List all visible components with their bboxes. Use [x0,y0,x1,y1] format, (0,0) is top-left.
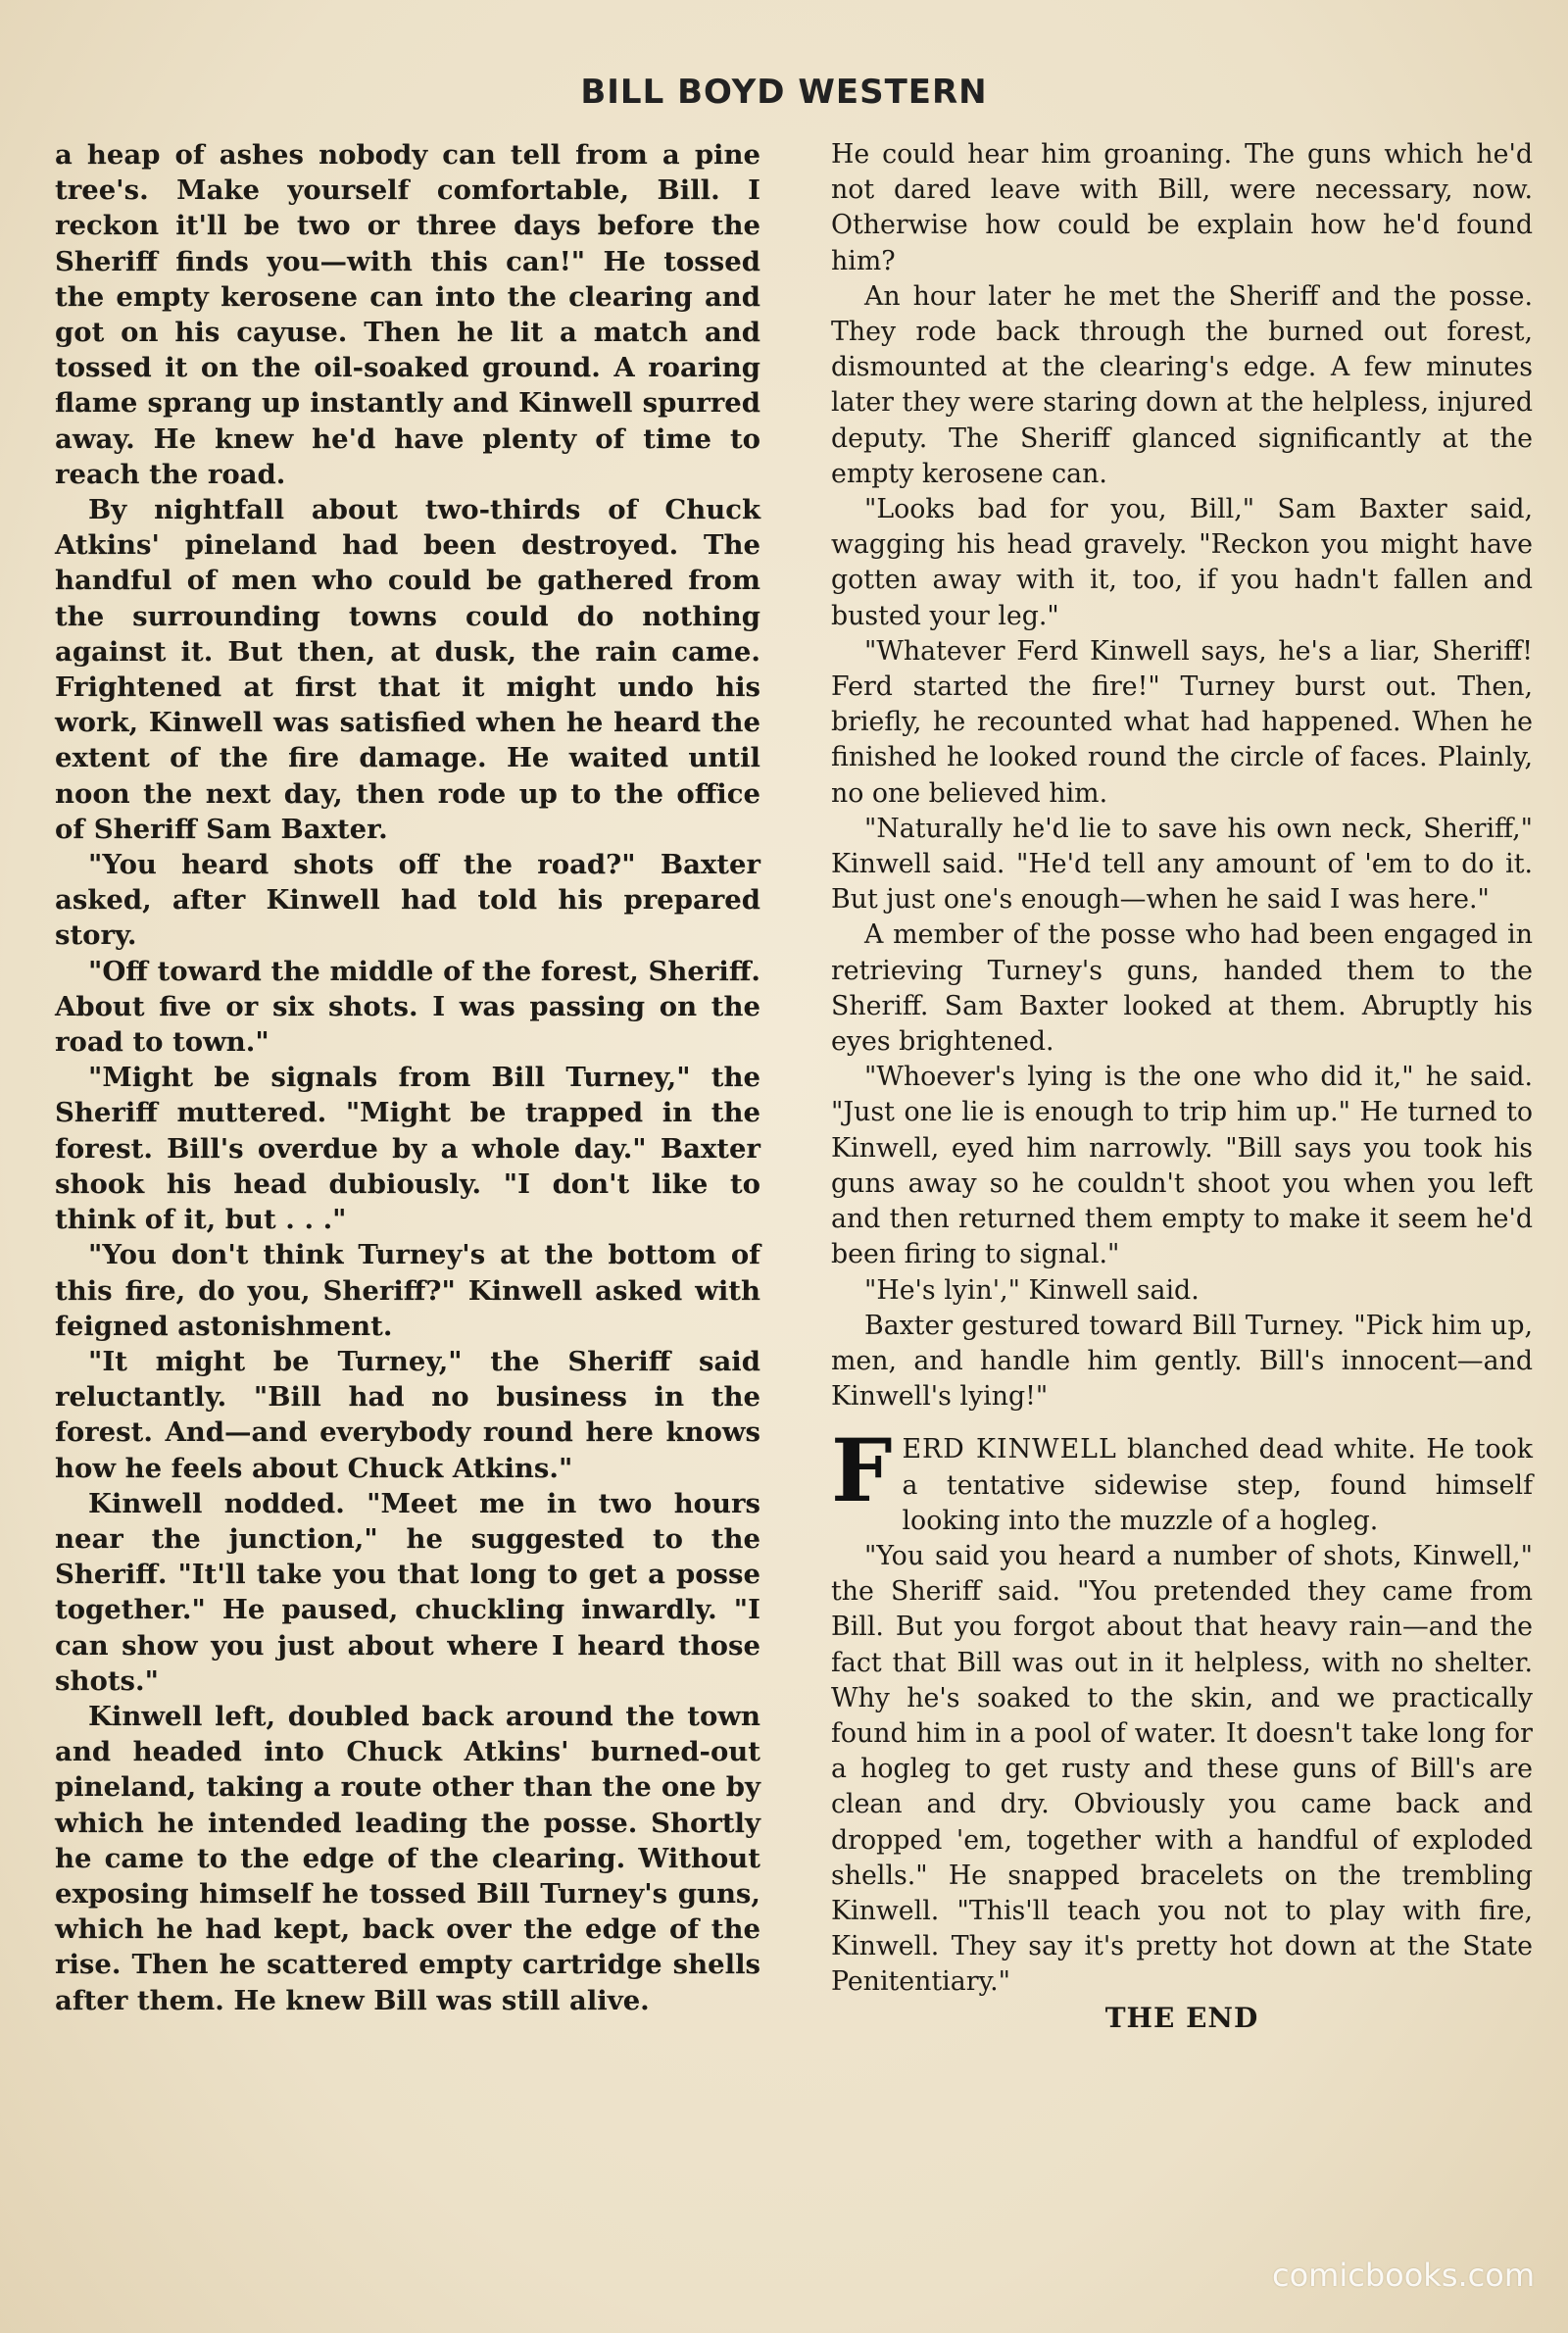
story-paragraph: "Might be signals from Bill Turney," the Sheriff muttered. "Might be trapped in the forest. Bill's overdue by a whole day." Baxter shook his head dubiously. "I don't like to think of it, but . . ." [55,1062,760,1236]
story-paragraph: "You heard shots off the road?" Baxter asked, after Kinwell had told his prepared story. [55,849,760,952]
right-column [831,137,1533,2036]
story-paragraph: A member of the posse who had been engaged in retrieving Turney's guns, handed them to the Sheriff. Sam Baxter looked at them. Abruptly his eyes brightened. [831,919,1533,1058]
the-end-label: THE END [1104,2001,1259,2034]
story-paragraph: "Off toward the middle of the forest, Sheriff. About five or six shots. I was passing on the road to town." [55,955,760,1059]
story-paragraph: "You said you heard a number of shots, Kinwell," the Sheriff said. "You pretended they came from Bill. But you forgot about that heavy rain—and the fact that Bill was out in it helpless, with no shelter. Why he's soaked to the skin, and we practically found him in a pool of water. It doesn't take long for a hogleg to get rusty and these guns of Bill's are clean and dry. Obviously you came back and dropped 'em, together with a handful of exploded shells." He snapped bracelets on the trembling Kinwell. "This'll teach you not to play with fire, Kinwell. They say it's pretty hot down at the State Penitentiary." [831,1540,1533,1998]
story-paragraph: a heap of ashes nobody can tell from a pine tree's. Make yourself comfortable, Bill. I reckon it'll be two or three days before the Sheriff finds you—with this can!" He tossed the empty kerosene can into the clearing and got on his cayuse. Then he lit a match and tossed it on the oil-soaked ground. A roaring flame sprang up instantly and Kinwell spurred away. He knew he'd have plenty of time to reach the road. [55,139,760,490]
story-paragraph: "He's lyin'," Kinwell said. [864,1274,1200,1306]
story-paragraph: An hour later he met the Sheriff and the posse. They rode back through the burned out forest, dismounted at the clearing's edge. A few minutes later they were staring down at the helpless, injured deputy. The Sheriff glanced significantly at the empty kerosene can. [831,280,1533,489]
drop-cap-letter: F [831,1419,893,1522]
story-paragraph: By nightfall about two-thirds of Chuck Atkins' pineland had been destroyed. The handful of men who could be gathered from the surrounding towns could do nothing against it. But then, at dusk, the rain came. Frightened at first that it might undo his work, Kinwell was satisfied when he heard the extent of the fire damage. He waited until noon the next day, then rode up to the office of Sheriff Sam Baxter. [55,494,760,845]
story-paragraph: Kinwell nodded. "Meet me in two hours near the junction," he suggested to the Sheriff. "It'll take you that long to get a posse together." He paused, chuckling inwardly. "I can show you just about where I heard those shots." [55,1487,760,1697]
page-header: BILL BOYD WESTERN [580,73,988,112]
left-column [55,137,760,2018]
drop-cap-lead-in: ERD KINWELL [902,1434,1117,1465]
story-paragraph: "Naturally he'd lie to save his own neck, Sheriff," Kinwell said. "He'd tell any amount of 'em to do it. But just one's enough—when he said I was here." [831,813,1533,916]
story-paragraph: "It might be Turney," the Sheriff said reluctantly. "Bill had no business in the forest. And—and everybody round here knows how he feels about Chuck Atkins." [55,1345,760,1484]
story-paragraph: "Whoever's lying is the one who did it," he said. "Just one lie is enough to trip him up." He turned to Kinwell, eyed him narrowly. "Bill says you took his guns away so he couldn't shoot you when you left and then returned them empty to make it seem he'd been firing to signal." [831,1062,1533,1270]
story-paragraph: Kinwell left, doubled back around the town and headed into Chuck Atkins' burned-out pineland, taking a route other than the one by which he intended leading the posse. Shortly he came to the edge of the clearing. Without exposing himself he tossed Bill Turney's guns, which he had kept, back over the edge of the rise. Then he scattered empty cartridge shells after them. He knew Bill was still alive. [55,1700,760,2016]
dropcap-paragraph [831,1419,1533,1539]
story-paragraph: "Looks bad for you, Bill," Sam Baxter said, wagging his head gravely. "Reckon you might have gotten away with it, too, if you hadn't fallen and busted your leg." [831,494,1533,631]
story-paragraph: He could hear him groaning. The guns which he'd not dared leave with Bill, were necessary, now. Otherwise how could be explain how he'd found him? [831,139,1533,276]
story-paragraph: "Whatever Ferd Kinwell says, he's a liar, Sheriff! Ferd started the fire!" Turney burst out. Then, briefly, he recounted what had happened. When he finished he looked round the circle of faces. Plainly, no one believed him. [831,635,1533,809]
story-paragraph: "You don't think Turney's at the bottom of this fire, do you, Sheriff?" Kinwell asked with feigned astonishment. [55,1239,760,1342]
dropcap-paragraph-text: blanched dead white. He took a tentative sidewise step, found himself looking into the muzzle of a hogleg. [902,1434,1533,1536]
story-paragraph: Baxter gestured toward Bill Turney. "Pick him up, men, and handle him gently. Bill's innocent—and Kinwell's lying!" [831,1310,1533,1413]
watermark-text: comicbooks.com [1271,2257,1535,2294]
